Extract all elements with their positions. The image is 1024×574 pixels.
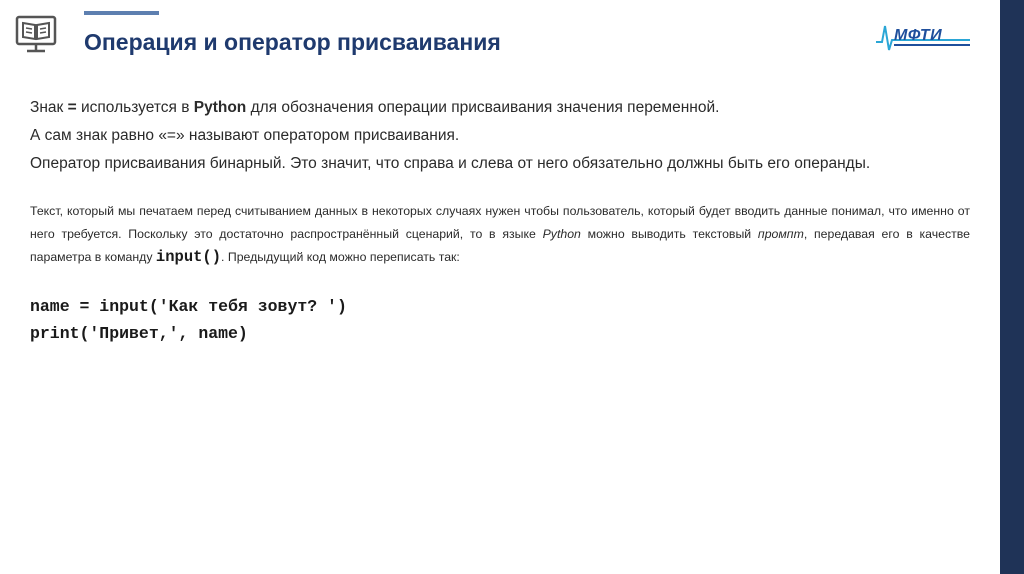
- text-line: А сам знак равно «=» называют оператором присваивания.: [30, 127, 460, 144]
- text-run: Текст, который мы печатаем перед считыванием данных в некоторых случаях нужен чтобы пользователь, который будет вводить данные понимал, что именно от него требуется. Поскольку это достаточно распространённый сценарий, то в языке: [30, 204, 970, 241]
- text-run: , передавая его в качестве параметра в команду: [30, 227, 970, 264]
- slide-content: [30, 94, 970, 347]
- text-line: Оператор присваивания бинарный. Это значит, что справа и слева от него обязательно должны быть его операнды.: [30, 155, 871, 172]
- top-accent-line: [84, 11, 159, 15]
- text-run: =: [67, 99, 77, 116]
- text-run: для обозначения операции присваивания значения переменной.: [246, 99, 720, 116]
- code-line: print('Привет,', name): [30, 324, 248, 343]
- logo-text: МФТИ: [894, 27, 943, 44]
- text-run: Python: [193, 99, 247, 116]
- code-line: name = input('Как тебя зовут? '): [30, 297, 347, 316]
- text-run: промпт: [757, 227, 804, 241]
- text-run: можно выводить текстовый: [580, 227, 758, 241]
- side-bar: [1000, 0, 1024, 574]
- text-run: Python: [542, 227, 581, 241]
- prompt-paragraph: [30, 200, 970, 269]
- intro-paragraph: [30, 94, 970, 178]
- text-run: используется в: [76, 99, 194, 116]
- text-run: Знак: [30, 99, 68, 116]
- code-block: [30, 293, 970, 347]
- computer-book-icon: [15, 15, 59, 55]
- slide-title: Операция и оператор присваивания: [84, 29, 501, 55]
- inline-code: input(): [155, 248, 222, 266]
- text-run: . Предыдущий код можно переписать так:: [221, 250, 460, 264]
